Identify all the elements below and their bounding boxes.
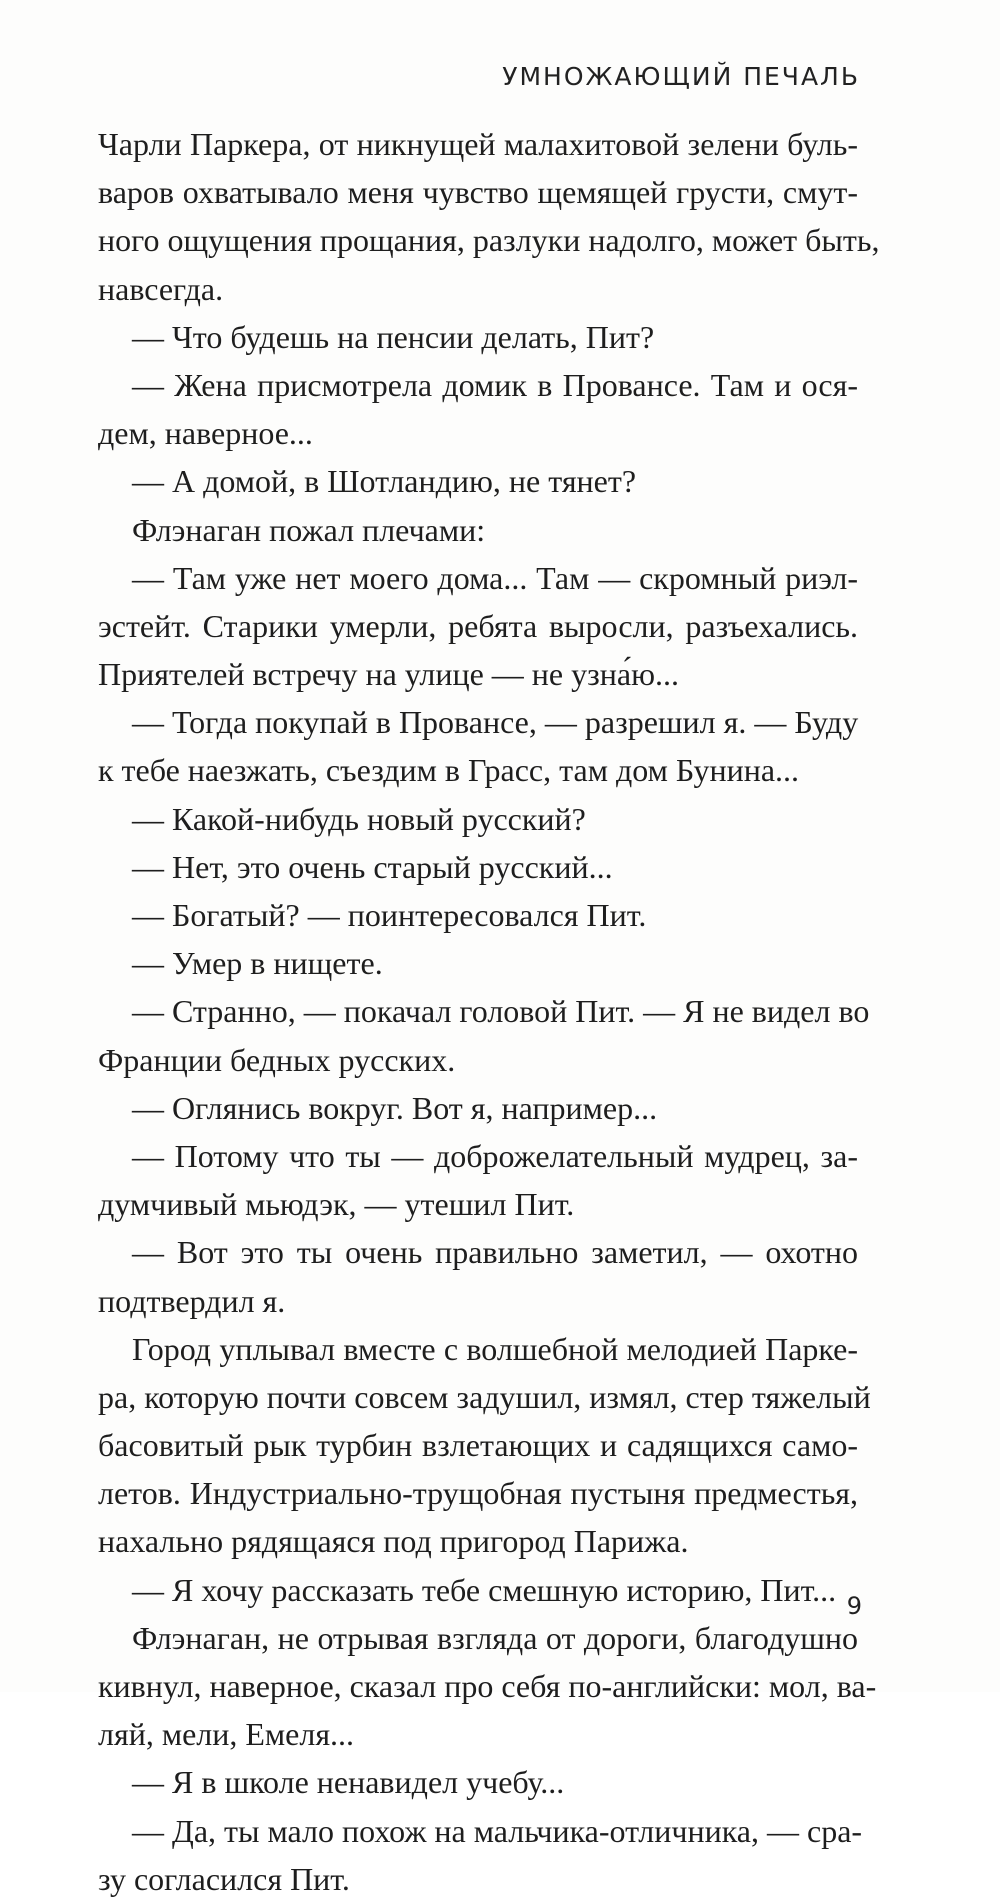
text-line: эстейт. Старики умерли, ребята выросли, разъехались. bbox=[98, 607, 858, 644]
text-line: навсегда. bbox=[98, 270, 224, 307]
text-line: — Жена присмотрела домик в Провансе. Там и ося- bbox=[132, 366, 858, 403]
text-line: ного ощущения прощания, разлуки надолго, может быть, bbox=[98, 222, 880, 259]
text-line: — Умер в нищете. bbox=[132, 945, 383, 982]
text-line: Чарли Паркера, от никнущей малахитовой зелени буль- bbox=[98, 126, 858, 162]
text-line: кивнул, наверное, сказал про себя по-английски: мол, ва- bbox=[98, 1668, 877, 1704]
text-line: ляй, мели, Емеля... bbox=[98, 1716, 355, 1753]
running-header: УМНОЖАЮЩИЙ ПЕЧАЛЬ bbox=[502, 62, 860, 91]
text-line: — А домой, в Шотландию, не тянет? bbox=[132, 463, 637, 500]
text-line: ра, которую почти совсем задушил, измял, стер тяжелый bbox=[98, 1378, 871, 1415]
text-line: Город уплывал вместе с волшебной мелодией Парке- bbox=[132, 1330, 858, 1367]
text-line: — Я в школе ненавидел учебу... bbox=[132, 1764, 565, 1801]
text-line: — Что будешь на пенсии делать, Пит? bbox=[132, 318, 655, 355]
text-line: Франции бедных русских. bbox=[98, 1041, 456, 1078]
text-line: — Оглянись вокруг. Вот я, например... bbox=[132, 1089, 658, 1126]
text-line: к тебе наезжать, съездим в Грасс, там дом Бунина... bbox=[98, 752, 800, 789]
text-line: Приятелей встречу на улице — не узна́ю... bbox=[98, 656, 679, 693]
text-line: летов. Индустриально-трущобная пустыня предместья, bbox=[98, 1475, 858, 1512]
text-line: — Да, ты мало похож на мальчика-отличника, — сра- bbox=[132, 1812, 863, 1849]
text-line: — Какой-нибудь новый русский? bbox=[132, 800, 586, 837]
text-line: — Я хочу рассказать тебе смешную историю, Пит... bbox=[132, 1571, 837, 1608]
text-line: Флэнаган пожал плечами: bbox=[132, 511, 486, 548]
text-line: варов охватывало меня чувство щемящей грусти, смут- bbox=[98, 174, 858, 211]
text-line: — Богатый? — поинтересовался Пит. bbox=[132, 897, 647, 933]
text-line: — Вот это ты очень правильно заметил, — охотно bbox=[132, 1234, 858, 1271]
text-line: дем, наверное... bbox=[98, 415, 313, 452]
text-line: Флэнаган, не отрывая взгляда от дороги, благодушно bbox=[132, 1619, 858, 1656]
text-line: нахально рядящаяся под пригород Парижа. bbox=[98, 1523, 689, 1560]
text-line: басовитый рык турбин взлетающих и садящихся само- bbox=[98, 1427, 858, 1464]
text-line: думчивый мьюдэк, — утешил Пит. bbox=[98, 1186, 575, 1223]
text-line: — Нет, это очень старый русский... bbox=[132, 848, 613, 885]
body-text bbox=[98, 120, 880, 1903]
page-number: 9 bbox=[846, 1592, 862, 1620]
text-line: — Странно, — покачал головой Пит. — Я не видел во bbox=[132, 993, 870, 1030]
text-line: — Там уже нет моего дома... Там — скромный риэл- bbox=[132, 559, 858, 596]
text-line: — Тогда покупай в Провансе, — разрешил я. — Буду bbox=[132, 704, 859, 741]
text-line: — Потому что ты — доброжелательный мудрец, за- bbox=[132, 1137, 858, 1174]
text-line: зу согласился Пит. bbox=[98, 1860, 350, 1897]
text-line: подтвердил я. bbox=[98, 1282, 286, 1319]
